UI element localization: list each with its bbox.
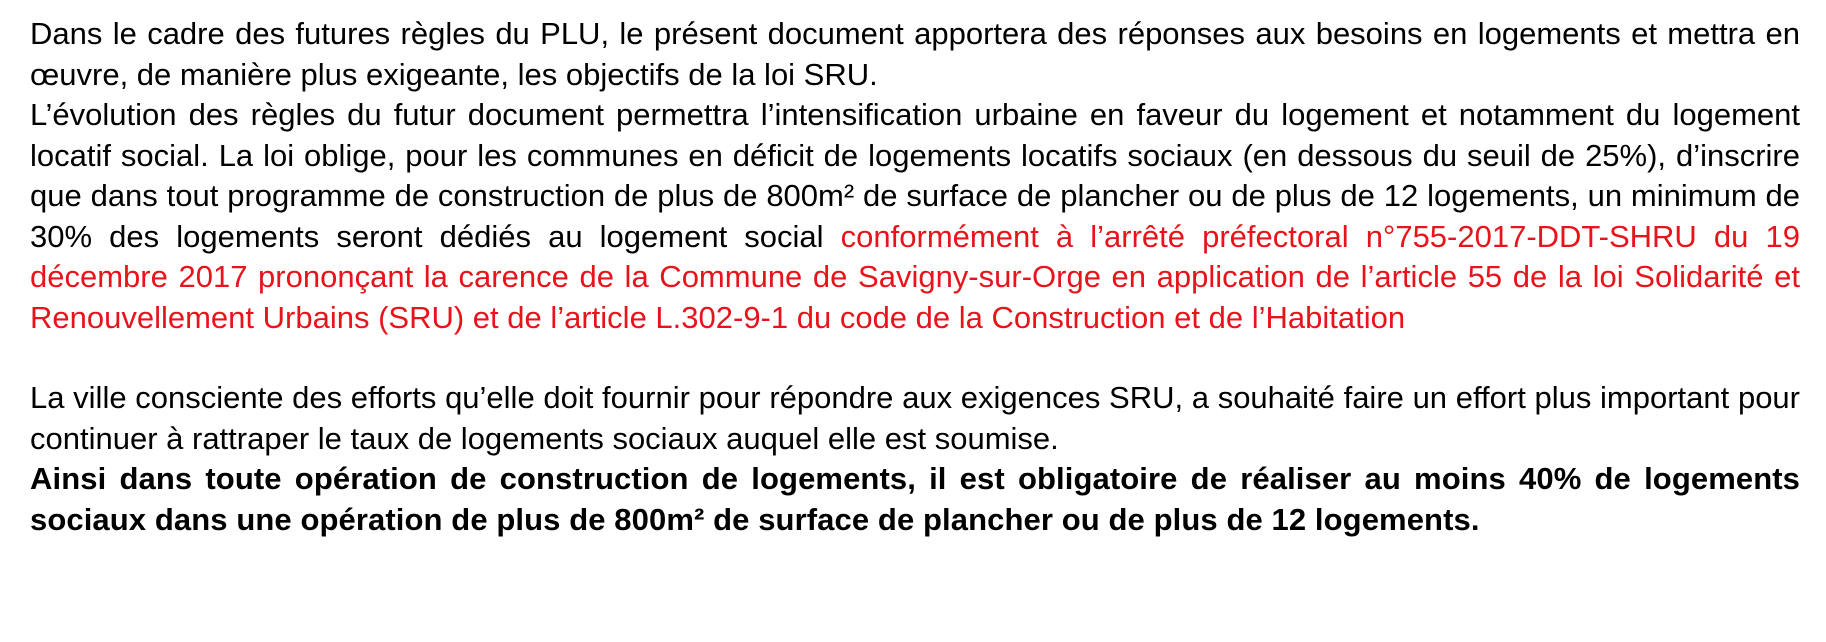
paragraph-sru-obligation-text: L’évolution des règles du futur document permettra l’intensification urbaine en faveur du logement et notamment du logement locatif social. La loi oblige, pour les communes en déficit de logements locatifs sociaux (en dessous du seuil de 25%), d’inscrire que dans tout programme de construction de plus de 800m² de surface de plancher ou de plus de 12 logements, un minimum de 30% des logements seront dédiés au logement social <box>30 97 1800 254</box>
paragraph-sru-obligation <box>30 95 1800 338</box>
paragraph-city-effort: La ville consciente des efforts qu’elle doit fournir pour répondre aux exigences SRU, a souhaité faire un effort plus important pour continuer à rattraper le taux de logements sociaux auquel elle est soumise. <box>30 380 1800 456</box>
paragraph-social-housing-rule: Ainsi dans toute opération de construction de logements, il est obligatoire de réaliser au moins 40% de logements sociaux dans une opération de plus de 800m² de surface de plancher ou de plus de 12 logements. <box>30 461 1800 537</box>
paragraph-spacer <box>30 338 1800 378</box>
paragraph-plu-intro: Dans le cadre des futures règles du PLU, le présent document apportera des réponses aux besoins en logements et mettra en œuvre, de manière plus exigeante, les objectifs de la loi SRU. <box>30 16 1800 92</box>
document-body <box>30 14 1800 540</box>
prefectoral-order-reference: conformément à l’arrêté préfectoral n°755-2017-DDT-SHRU du 19 décembre 2017 prononçant la carence de la Commune de Savigny-sur-Orge en application de l’article 55 de la loi Solidarité et Renouvellement Urbains (SRU) et de l’article L.302-9-1 du code de la Construction et de l’Habitation <box>30 218 1800 335</box>
